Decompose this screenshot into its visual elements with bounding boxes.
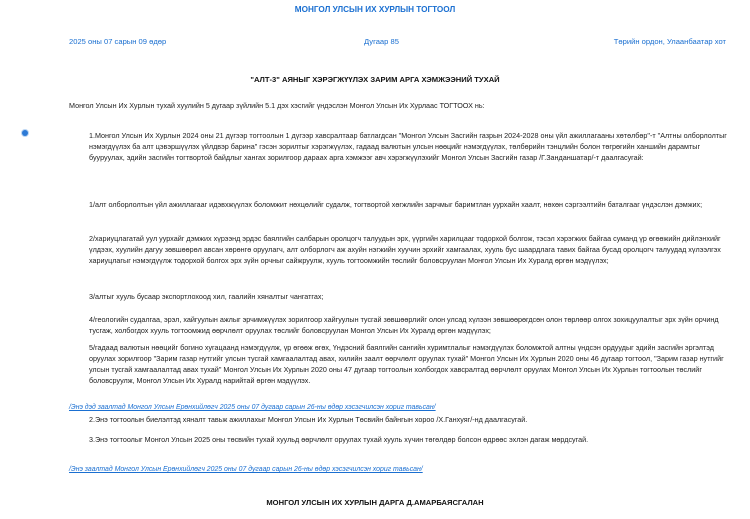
page-title: МОНГОЛ УЛСЫН ИХ ХУРЛЫН ТОГТООЛ xyxy=(294,5,456,14)
paragraph-3: 3.Энэ тогтоолыг Монгол Улсын 2025 оны төсвийн тухай хуульд өөрчлөлт оруулах тухай хууль хүчин төгөлдөр болсон өдрөөс эхлэн дагаж мөрдсугай. xyxy=(89,435,589,444)
paragraph-1: 1.Монгол Улсын Их Хурлын 2024 оны 21 дүгээр тогтоолын 1 дүгээр хавсралтаар батлагдсан "Монгол Улсын Засгийн газрын 2024-2028 оны үйл ажиллагааны хөтөлбөр"-т "Алтны олборлолтыг нэмэгдүүлэх ба алт цэвэршүүлэх үйлдвэр барина" гэсэн зорилтыг хэрэгжүүлэх, гадаад валютын улсын нөөцийг нэмэгдүүлэх, төлбөрийн тэнцлийн болон төгрөгийн ханшийн дарамтыг бууруулах, эдийн засгийн тогтвортой байдлыг хангах зорилгоор дараах арга хэмжээг авч хэрэгжүүлэхийг Монгол Улсын Засгийн газар /Г.Занданшатар/-т даалгасугай: xyxy=(89,131,727,163)
amendment-note-link[interactable]: /Энэ заалтад Монгол Улсын Ерөнхийлөгч 2025 оны 07 дугаар сарын 26-ны өдөр хэсэгчилсэн хориг тавьсан/ xyxy=(69,466,423,473)
document-title: "АЛТ-3" АЯНЫГ ХЭРЭГЖҮҮЛЭХ ЗАРИМ АРГА ХЭМЖЭЭНИЙ ТУХАЙ xyxy=(250,75,500,84)
list-item: 2/хариуцлагатай уул уурхайг дэмжих хүрээнд эрдэс баялгийн салбарын оролцогч талуудын эрх, үүргийн харилцааг тодорхой болгож, тэсэл хэрэгжих байгаа суманд үр өгөөжийн дийлэнхийг үлдээх, хуулийн дагуу зөвшөөрөл авсан хөрөнгө оруулагч, алт олборлогч аж ахуйн нэгжийн хуучин эрхийг хамгаалах, хууль бус шаардлага тавих байгаа бусад оролцогч талуудад хүлээлгэх хариуцлагыг нэмэгдүүлж тодорхой болгох эрх зүйн орчныг сайжруулж, хууль тогтоомжийн төслийг боловсруулан Монгол Улсын Их Хуралд өргөн мэдүүлэх; xyxy=(89,234,721,266)
list-item: 3/алтыг хууль бусаар экспортлохоод хил, гаалийн хяналтыг чангатгах; xyxy=(89,292,324,301)
list-item: 5/гадаад валютын нөөцийг богино хугацаанд нэмэгдүүлж, үр өгөөж өгөх, Үндэсний баялгийн сангийн хуримтлалыг нэмэгдүүлэх боломжтой алтны үндсэн ордуудыг эдийн засгийн эргэлтэд оруулах зорилгоор "Зарим газар нутгийг улсын тусгай хамгаалалтад авах, хилийн заалт өөрчлөлт оруулах тухай" Монгол Улсын Их Хурлын 2020 оны 46 дугаар тогтоол, "Зарим газар нутгийг улсын тусгай хамгаалалтад авах тухай" Монгол Улсын Их Хурлын 2020 оны 47 дугаар тогтоолын холбогдох хавсралтад өөрчлөлт оруулах Монгол Улсын Их Хурлын тогтоолын төслийг боловсруулж, Монгол Улсын Их Хуралд нарийтай өргөн мэдүүлэх. xyxy=(89,343,724,386)
signature: МОНГОЛ УЛСЫН ИХ ХУРЛЫН ДАРГА Д.АМАРБАЯСГАЛАН xyxy=(266,498,484,507)
amendment-note-link[interactable]: /Энэ дэд заалтад Монгол Улсын Ерөнхийлөгч 2025 оны 07 дугаар сарын 26-ны өдөр хэсэгчилсэн хориг тавьсан/ xyxy=(69,404,436,411)
document-place: Төрийн ордон, Улаанбаатар хот xyxy=(613,37,726,46)
document-date: 2025 оны 07 сарын 09 өдөр xyxy=(69,37,167,46)
document-number: Дугаар 85 xyxy=(364,37,399,46)
gear-icon[interactable] xyxy=(22,130,28,136)
preamble: Монгол Улсын Их Хурлын тухай хуулийн 5 дугаар зүйлийн 5.1 дэх хэсгийг үндэслэн Монгол Улсын Их Хурлаас ТОГТООХ нь: xyxy=(69,101,485,110)
list-item: 4/геологийн судалгаа, эрэл, хайгуулын ажлыг эрчимжүүлэх зорилгоор хайгуулын тусгай зөвшөөрлийг олон улсад хүлээн зөвшөөрөгдсөн олон төрлөөр олгох зохицуулалтыг эрх зүйн орчинд тусгаж, холбогдох хууль тогтоомжид өөрчлөлт оруулах төслийг боловсруулан Монгол Улсын Их Хуралд өргөн мэдүүлэх; xyxy=(89,315,719,336)
list-item: 1/алт олборлолтын үйл ажиллагааг идэвхжүүлэх боломжит нөхцөлийг судалж, тогтвортой хөгжлийн зарчмыг баримтлан уурхайн хаалт, нөхөн сэргээлтийн баталгааг үндэслэн дэмжих; xyxy=(89,200,703,209)
paragraph-2: 2.Энэ тогтоолын биелэлтэд хяналт тавьж ажиллахыг Монгол Улсын Их Хурлын Төсвийн байнгын хороо /Х.Ганхуяг/-нд даалгасугай. xyxy=(89,415,528,424)
